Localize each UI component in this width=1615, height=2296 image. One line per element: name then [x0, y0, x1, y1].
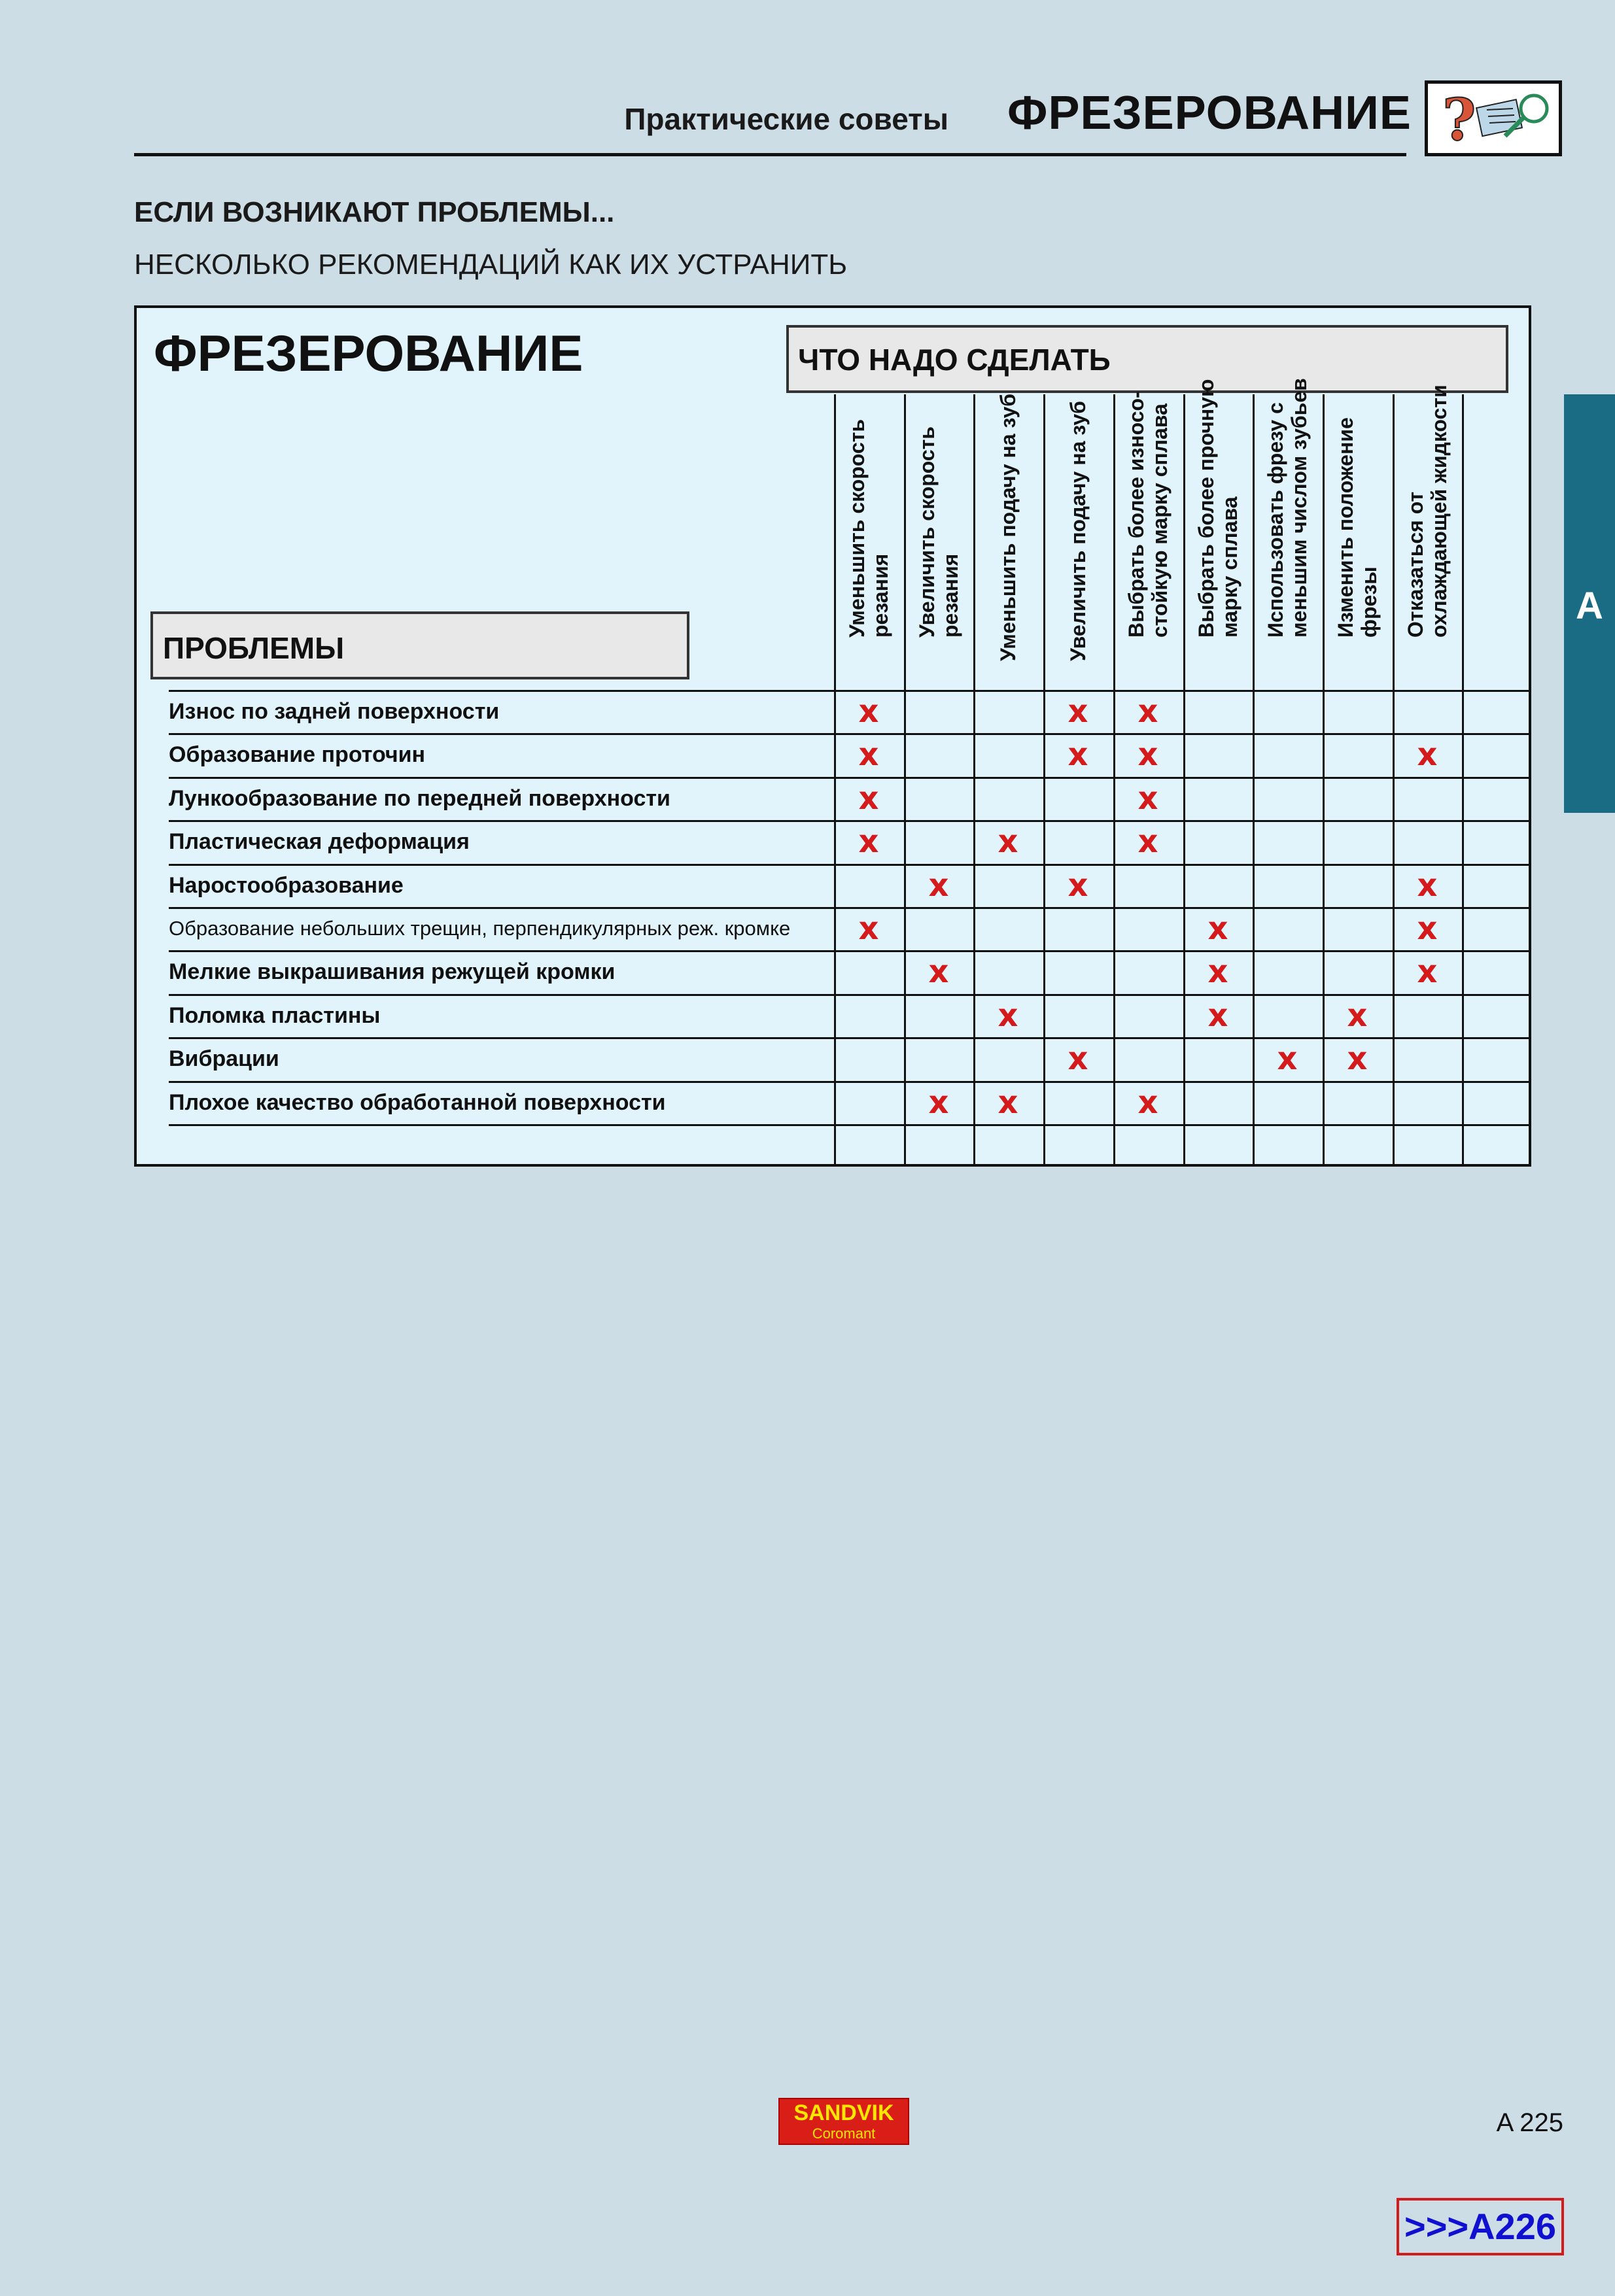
column-header — [1253, 378, 1322, 690]
column-header-label: Уменьшить подачу на зуб — [996, 393, 1020, 661]
column-header-label: Использовать фрезу с меньшим числом зубьев — [1264, 378, 1311, 638]
table-title: ФРЕЗЕРОВАНИЕ — [154, 324, 583, 382]
problem-label: Лункообразование по передней поверхности — [169, 786, 670, 811]
recommendation-mark-icon: x — [1137, 1084, 1158, 1121]
question-tools-icon — [1425, 80, 1562, 156]
recommendation-mark-icon: x — [1207, 953, 1228, 990]
recommendation-mark-icon: x — [1347, 1040, 1368, 1077]
row-divider — [169, 1124, 1529, 1126]
recommendation-mark-icon: x — [1068, 867, 1088, 904]
problem-label: Образование небольших трещин, перпендикулярных реж. кромке — [169, 917, 791, 940]
problem-label: Наростообразование — [169, 873, 404, 898]
column-header — [1393, 385, 1462, 690]
column-header — [1043, 402, 1113, 690]
recommendation-mark-icon: x — [1417, 953, 1438, 990]
recommendation-mark-icon: x — [1277, 1040, 1298, 1077]
column-header — [1183, 379, 1253, 690]
problem-label: Пластическая деформация — [169, 829, 470, 854]
recommendation-mark-icon: x — [858, 693, 879, 730]
recommendation-mark-icon: x — [1417, 910, 1438, 947]
recommendation-mark-icon: x — [1068, 693, 1088, 730]
recommendation-mark-icon: x — [998, 997, 1018, 1034]
problem-label: Плохое качество обработанной поверхности — [169, 1090, 666, 1115]
page-title: ФРЕЗЕРОВАНИЕ — [1007, 87, 1412, 139]
section-tab[interactable] — [1564, 394, 1615, 813]
recommendation-mark-icon: x — [1417, 867, 1438, 904]
recommendation-mark-icon: x — [1137, 693, 1158, 730]
problem-label: Поломка пластины — [169, 1003, 381, 1028]
recommendation-mark-icon: x — [1207, 910, 1228, 947]
column-header-label: Изменить положение фрезы — [1334, 417, 1381, 638]
header-divider — [134, 153, 1406, 156]
next-page-link[interactable]: >>>A226 — [1397, 2198, 1564, 2255]
actions-header: ЧТО НАДО СДЕЛАТЬ — [786, 325, 1508, 393]
recommendation-mark-icon: x — [998, 823, 1018, 860]
section-tab-label: A — [1576, 585, 1603, 627]
column-header — [973, 393, 1043, 690]
recommendation-mark-icon: x — [1347, 997, 1368, 1034]
recommendation-mark-icon: x — [1417, 736, 1438, 773]
column-header — [904, 402, 973, 690]
problem-label: Износ по задней поверхности — [169, 699, 500, 724]
sandvik-logo — [778, 2098, 909, 2145]
recommendation-mark-icon: x — [1137, 823, 1158, 860]
column-header-label: Увеличить скорость резания — [915, 426, 962, 638]
column-header — [1113, 391, 1183, 690]
column-header-label: Увеличить подачу на зуб — [1066, 401, 1090, 661]
section-subtitle: Практические советы — [624, 102, 948, 136]
recommendation-mark-icon: x — [928, 953, 949, 990]
svg-text:?: ? — [1442, 86, 1476, 153]
recommendation-mark-icon: x — [928, 867, 949, 904]
problem-label: Мелкие выкрашивания режущей кромки — [169, 959, 616, 984]
recommendation-mark-icon: x — [858, 910, 879, 947]
recommendation-mark-icon: x — [858, 736, 879, 773]
column-header-label: Отказаться от охлаждающей жидкости — [1404, 385, 1451, 638]
logo-sub: Coromant — [812, 2125, 876, 2142]
recommendation-mark-icon: x — [1137, 780, 1158, 817]
intro-heading: ЕСЛИ ВОЗНИКАЮТ ПРОБЛЕМЫ... — [134, 196, 615, 228]
problems-header: ПРОБЛЕМЫ — [150, 611, 689, 679]
recommendation-mark-icon: x — [858, 823, 879, 860]
column-header-label: Выбрать более прочную марку сплава — [1194, 379, 1242, 638]
recommendation-mark-icon: x — [998, 1084, 1018, 1121]
problem-label: Образование проточин — [169, 742, 426, 767]
page-number: A 225 — [1496, 2108, 1563, 2137]
intro-subheading: НЕСКОЛЬКО РЕКОМЕНДАЦИЙ КАК ИХ УСТРАНИТЬ — [134, 248, 848, 281]
recommendation-mark-icon: x — [1068, 1040, 1088, 1077]
column-divider — [1462, 394, 1464, 1165]
column-header-label: Выбрать более износо-стойкую марку сплава — [1124, 391, 1172, 638]
logo-brand: SANDVIK — [793, 2100, 894, 2125]
recommendation-mark-icon: x — [1068, 736, 1088, 773]
recommendation-mark-icon: x — [1207, 997, 1228, 1034]
recommendation-mark-icon: x — [928, 1084, 949, 1121]
column-header — [834, 402, 903, 690]
recommendation-mark-icon: x — [1137, 736, 1158, 773]
column-header-label: Уменьшить скорость резания — [845, 419, 892, 638]
recommendation-mark-icon: x — [858, 780, 879, 817]
problem-label: Вибрации — [169, 1046, 279, 1071]
column-header — [1323, 402, 1392, 690]
